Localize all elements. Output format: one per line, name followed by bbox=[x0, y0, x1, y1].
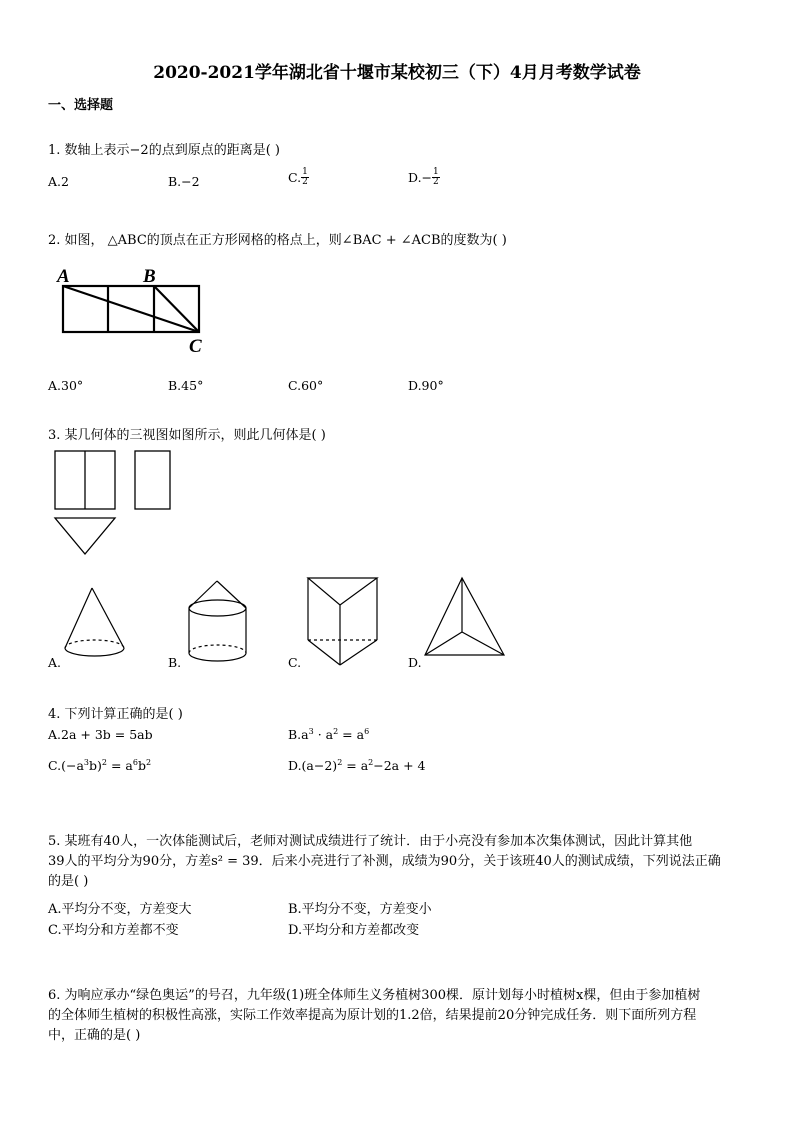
q2-stem: 2. 如图， △ABC的顶点在正方形网格的格点上，则∠BAC + ∠ACB的度数为( ) bbox=[48, 233, 507, 248]
exam-title: 2020-2021学年湖北省十堰市某校初三（下）4月月考数学试卷 bbox=[153, 63, 641, 83]
q1-option-b: B.−2 bbox=[168, 174, 200, 189]
exponent: 2 bbox=[337, 758, 343, 767]
exponent: 6 bbox=[364, 727, 370, 736]
q5-line: 5. 某班有40人，一次体能测试后，老师对测试成绩进行了统计．由于小亮没有参加本次集体测试，因此计算其他 bbox=[48, 834, 693, 849]
exponent: 2 bbox=[333, 727, 339, 736]
exponent: 2 bbox=[368, 758, 374, 767]
text: b bbox=[137, 758, 146, 774]
q3-option-a-cone bbox=[60, 585, 132, 670]
q2-grid-figure bbox=[55, 262, 215, 357]
q6-line: 6. 为响应承办“绿色奥运”的号召，九年级(1)班全体师生义务植树300棵．原计划每小时植树x棵，但由于参加植树 bbox=[48, 988, 701, 1003]
q3-option-b: B. bbox=[168, 655, 182, 670]
q2-option-c: C.60° bbox=[288, 378, 324, 393]
q2-option-b: B.45° bbox=[168, 378, 204, 393]
q1-option-c-prefix: C. bbox=[288, 170, 302, 185]
segment-ac bbox=[63, 286, 199, 332]
q2-option-d: D.90° bbox=[408, 378, 444, 393]
exponent: 2 bbox=[101, 758, 107, 767]
top-view bbox=[55, 518, 115, 554]
q3-option-d-triangular-pyramid bbox=[420, 575, 510, 663]
q5-option-c: C.平均分和方差都不变 bbox=[48, 923, 179, 938]
q3-option-d: D. bbox=[408, 655, 422, 670]
section-heading: 一、选择题 bbox=[48, 98, 114, 113]
text: C.(−a bbox=[48, 758, 84, 774]
q6-line: 的全体师生植树的积极性高涨，实际工作效率提高为原计划的1.2倍，结果提前20分钟完成任务．则下面所列方程 bbox=[48, 1008, 697, 1023]
q5-option-b: B.平均分不变，方差变小 bbox=[288, 902, 432, 917]
q1-option-d bbox=[408, 168, 440, 187]
q3-option-b-cylinder-cone bbox=[183, 578, 255, 668]
exponent: 3 bbox=[83, 758, 89, 767]
q4-option-c bbox=[48, 758, 151, 773]
q1-option-c-fraction bbox=[301, 168, 309, 187]
q6-line: 中，正确的是( ) bbox=[48, 1028, 141, 1043]
q1-option-d-fraction bbox=[432, 168, 440, 187]
q4-option-d bbox=[288, 758, 426, 773]
q5-line: 的是( ) bbox=[48, 874, 89, 889]
q6-stem bbox=[48, 986, 753, 1046]
q5-line: 39人的平均分为90分，方差s² = 39．后来小亮进行了补测，成绩为90分，关于该班40人的测试成绩，下列说法正确 bbox=[48, 854, 721, 869]
q3-option-c: C. bbox=[288, 655, 302, 670]
q5-stem bbox=[48, 832, 753, 892]
q1-option-c bbox=[288, 168, 309, 187]
fraction-denominator: 2 bbox=[302, 177, 308, 187]
q3-option-c-triangular-prism bbox=[302, 575, 382, 670]
q5-option-d: D.平均分和方差都改变 bbox=[288, 923, 420, 938]
exponent: 6 bbox=[132, 758, 138, 767]
q3-option-a: A. bbox=[48, 655, 62, 670]
text: = a bbox=[342, 758, 369, 774]
text: −2a + 4 bbox=[373, 758, 426, 774]
q5-option-a: A.平均分不变，方差变大 bbox=[48, 902, 192, 917]
vertex-label-b: B bbox=[143, 266, 156, 287]
q1-stem: 1. 数轴上表示−2的点到原点的距离是( ) bbox=[48, 143, 280, 158]
q4-stem: 4. 下列计算正确的是( ) bbox=[48, 707, 183, 722]
text: B.a bbox=[288, 727, 309, 743]
text: = a bbox=[106, 758, 133, 774]
fraction-numerator: 1 bbox=[302, 167, 308, 177]
text: = a bbox=[338, 727, 365, 743]
fraction-denominator: 2 bbox=[433, 177, 439, 187]
q2-option-a: A.30° bbox=[48, 378, 84, 393]
exponent: 3 bbox=[308, 727, 314, 736]
exponent: 2 bbox=[145, 758, 152, 767]
text: · a bbox=[313, 727, 334, 743]
side-view bbox=[135, 451, 170, 509]
vertex-label-a: A bbox=[57, 266, 70, 287]
q4-option-b bbox=[288, 727, 369, 742]
q1-option-a: A.2 bbox=[48, 174, 69, 189]
vertex-label-c: C bbox=[189, 336, 202, 357]
text: D.(a−2) bbox=[288, 758, 338, 774]
q4-option-a: A.2a + 3b = 5ab bbox=[48, 727, 153, 742]
text: b) bbox=[89, 758, 102, 774]
fraction-numerator: 1 bbox=[433, 167, 439, 177]
q3-stem: 3. 某几何体的三视图如图所示，则此几何体是( ) bbox=[48, 428, 326, 443]
q3-three-views bbox=[50, 448, 175, 560]
q1-option-d-prefix: D.− bbox=[408, 170, 433, 185]
